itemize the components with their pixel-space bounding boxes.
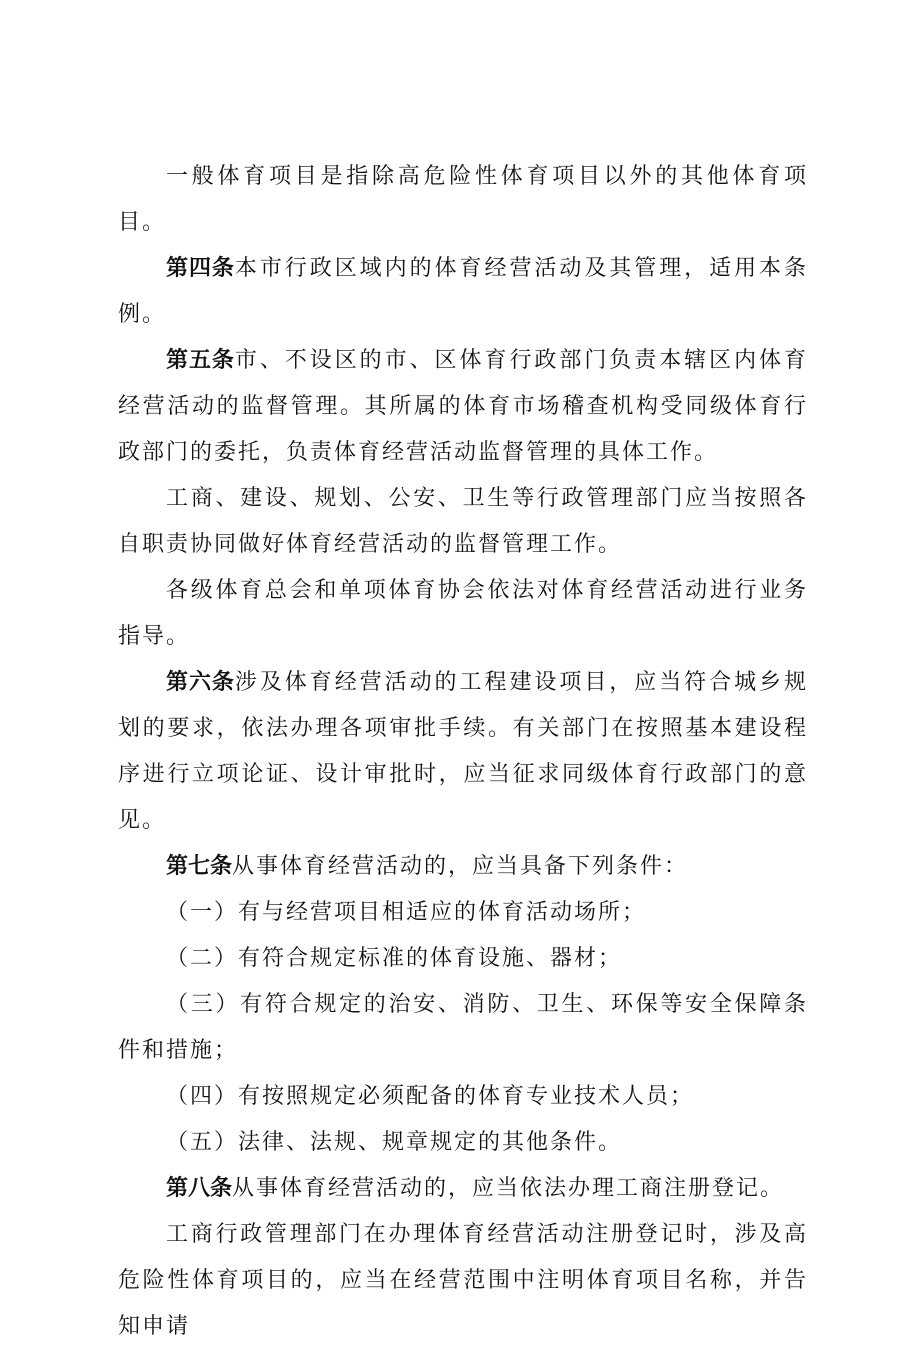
paragraph-article-8 xyxy=(118,1166,808,1212)
paragraph-text: （四）有按照规定必须配备的体育专业技术人员； xyxy=(166,1084,695,1109)
paragraph-article-6 xyxy=(118,660,808,844)
paragraph-text: 涉及体育经营活动的工程建设项目，应当符合城乡规划的要求，依法办理各项审批手续。有关部门在按照基本建设程序进行立项论证、设计审批时，应当征求同级体育行政部门的意见。 xyxy=(118,670,808,833)
article-number: 第五条 xyxy=(166,348,235,373)
list-item-condition-1 xyxy=(118,890,808,936)
paragraph-article-5 xyxy=(118,338,808,476)
paragraph-article-7 xyxy=(118,844,808,890)
list-item-condition-3 xyxy=(118,982,808,1074)
paragraph-general-sports-definition xyxy=(118,154,808,246)
paragraph-article-8-clause-2 xyxy=(118,1212,808,1350)
list-item-condition-4 xyxy=(118,1074,808,1120)
paragraph-text: 一般体育项目是指除高危险性体育项目以外的其他体育项目。 xyxy=(118,164,808,235)
paragraph-article-5-clause-3 xyxy=(118,568,808,660)
paragraph-article-5-clause-2 xyxy=(118,476,808,568)
paragraph-text: 工商行政管理部门在办理体育经营活动注册登记时，涉及高危险性体育项目的，应当在经营范围中注明体育项目名称，并告知申请 xyxy=(118,1222,808,1339)
paragraph-text: （三）有符合规定的治安、消防、卫生、环保等安全保障条件和措施； xyxy=(118,992,808,1063)
list-item-condition-5 xyxy=(118,1120,808,1166)
paragraph-text: 各级体育总会和单项体育协会依法对体育经营活动进行业务指导。 xyxy=(118,578,808,649)
paragraph-text: （五）法律、法规、规章规定的其他条件。 xyxy=(166,1130,623,1155)
document-body xyxy=(118,154,808,1350)
paragraph-article-4 xyxy=(118,246,808,338)
article-number: 第四条 xyxy=(166,256,235,281)
paragraph-text: 工商、建设、规划、公安、卫生等行政管理部门应当按照各自职责协同做好体育经营活动的监督管理工作。 xyxy=(118,486,808,557)
paragraph-text: 市、不设区的市、区体育行政部门负责本辖区内体育经营活动的监督管理。其所属的体育市场稽查机构受同级体育行政部门的委托，负责体育经营活动监督管理的具体工作。 xyxy=(118,348,808,465)
article-number: 第七条 xyxy=(166,854,233,879)
article-number: 第八条 xyxy=(166,1176,233,1201)
paragraph-text: 从事体育经营活动的，应当具备下列条件： xyxy=(232,854,689,879)
paragraph-text: 从事体育经营活动的，应当依法办理工商注册登记。 xyxy=(232,1176,785,1201)
paragraph-text: （二）有符合规定标准的体育设施、器材； xyxy=(166,946,623,971)
article-number: 第六条 xyxy=(166,670,235,695)
paragraph-text: （一）有与经营项目相适应的体育活动场所； xyxy=(166,900,647,925)
list-item-condition-2 xyxy=(118,936,808,982)
paragraph-text: 本市行政区域内的体育经营活动及其管理，适用本条例。 xyxy=(118,256,808,327)
